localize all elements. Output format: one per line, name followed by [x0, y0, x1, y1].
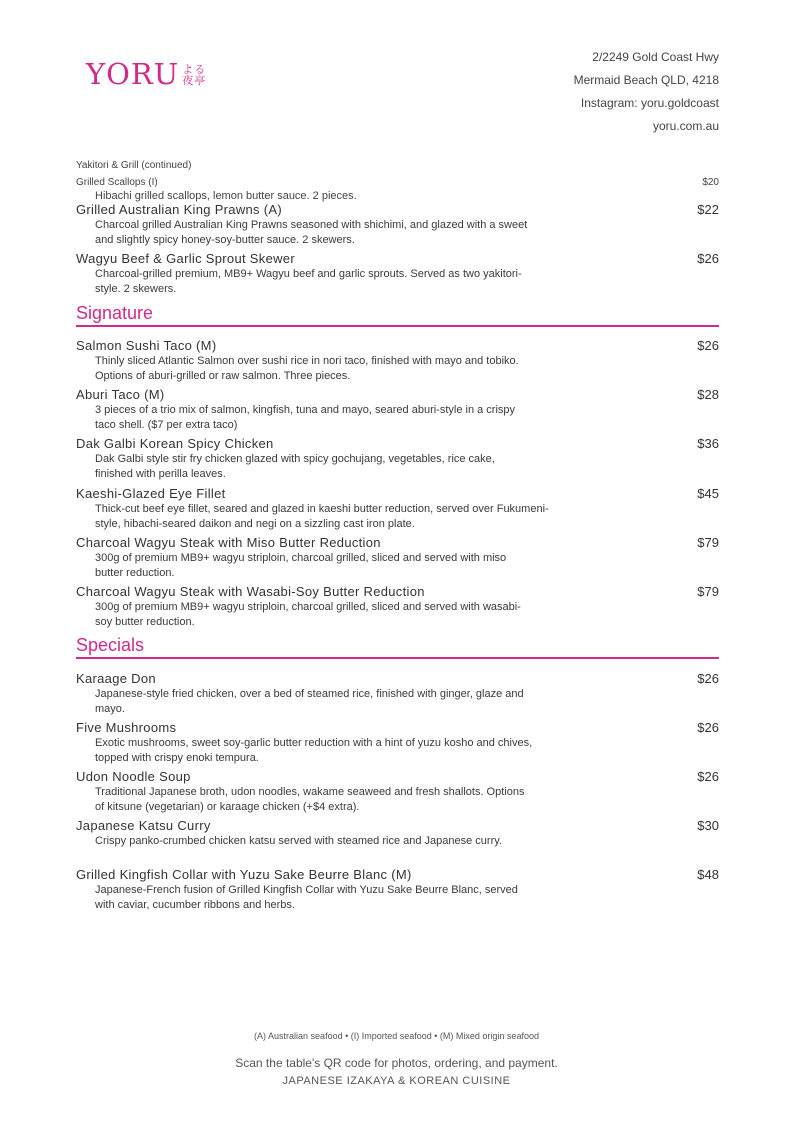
- yakitori-heading: Yakitori & Grill (continued): [76, 160, 192, 171]
- item-name: Wagyu Beef & Garlic Sprout Skewer: [76, 251, 295, 266]
- menu-item: [76, 769, 719, 814]
- instagram-handle: Instagram: yoru.goldcoast: [580, 96, 719, 110]
- address-line2: Mermaid Beach QLD, 4218: [573, 73, 719, 87]
- item-description: 3 pieces of a trio mix of salmon, kingfish, tuna and mayo, seared aburi-style in a crispy taco shell. ($7 per extra taco): [95, 404, 516, 431]
- brand-logo: [86, 57, 207, 91]
- item-name: Japanese Katsu Curry: [76, 818, 211, 833]
- menu-item: [76, 671, 719, 716]
- menu-item: [76, 486, 719, 531]
- section-title-signature: Signature: [76, 303, 154, 323]
- menu-item: [76, 251, 719, 296]
- menu-item: [76, 202, 719, 247]
- brand-japanese: [182, 64, 206, 86]
- item-name: Five Mushrooms: [76, 720, 177, 735]
- brand-jp-bottom: 夜亭: [182, 73, 207, 87]
- item-price: $26: [697, 338, 719, 353]
- item-price: $26: [697, 769, 719, 784]
- item-price: $28: [697, 387, 719, 402]
- item-name: Kaeshi-Glazed Eye Fillet: [76, 486, 226, 501]
- item-price: $36: [697, 436, 719, 451]
- item-description: Thinly sliced Atlantic Salmon over sushi rice in nori taco, finished with mayo and tobiko. Options of aburi-grilled or raw salmon. Three pieces.: [95, 355, 519, 382]
- menu-item: [76, 177, 719, 203]
- address-block: [574, 46, 719, 138]
- website: yoru.com.au: [652, 119, 719, 133]
- item-name: Grilled Scallops (I): [76, 177, 158, 188]
- item-description: Dak Galbi style stir fry chicken glazed with spicy gochujang, vegetables, rice cake, finished with perilla leaves.: [95, 453, 495, 480]
- section-title-specials: Specials: [76, 635, 145, 655]
- item-price: $26: [697, 720, 719, 735]
- menu-item: [76, 584, 719, 629]
- item-description: Charcoal-grilled premium, MB9+ Wagyu beef and garlic sprouts. Served as two yakitori-style. 2 skewers.: [95, 268, 522, 295]
- item-description: 300g of premium MB9+ wagyu striploin, charcoal grilled, sliced and served with wasabi-soy butter reduction.: [95, 601, 521, 628]
- menu-item: [76, 535, 719, 580]
- item-name: Dak Galbi Korean Spicy Chicken: [76, 436, 274, 451]
- item-price: $20: [702, 177, 719, 188]
- item-price: $48: [697, 867, 719, 882]
- item-description: Japanese-style fried chicken, over a bed of steamed rice, finished with ginger, glaze and mayo.: [95, 688, 524, 715]
- item-price: $30: [697, 818, 719, 833]
- item-name: Salmon Sushi Taco (M): [76, 338, 217, 353]
- item-price: $79: [697, 535, 719, 550]
- seafood-legend: (A) Australian seafood • (I) Imported seafood • (M) Mixed origin seafood: [254, 1031, 539, 1041]
- item-name: Charcoal Wagyu Steak with Wasabi-Soy Butter Reduction: [76, 584, 425, 599]
- menu-item: [76, 436, 719, 481]
- item-description: Crispy panko-crumbed chicken katsu served with steamed rice and Japanese curry.: [95, 835, 502, 847]
- item-price: $45: [697, 486, 719, 501]
- section-divider: [76, 657, 719, 659]
- brand-jp-top: よる: [182, 62, 207, 76]
- brand-name: YORU: [86, 57, 180, 91]
- item-description: Japanese-French fusion of Grilled Kingfish Collar with Yuzu Sake Beurre Blanc, served with caviar, cucumber ribbons and herbs.: [95, 884, 518, 911]
- item-description: Charcoal grilled Australian King Prawns seasoned with shichimi, and glazed with a sweet and slightly spicy honey-soy-butter sauce. 2 skewers.: [95, 219, 528, 246]
- cuisine-tagline: JAPANESE IZAKAYA & KOREAN CUISINE: [282, 1075, 511, 1087]
- item-name: Aburi Taco (M): [76, 387, 165, 402]
- qr-instructions: Scan the table's QR code for photos, ordering, and payment.: [235, 1056, 558, 1070]
- item-description: Hibachi grilled scallops, lemon butter sauce. 2 pieces.: [95, 190, 357, 202]
- item-name: Karaage Don: [76, 671, 156, 686]
- item-description: Traditional Japanese broth, udon noodles, wakame seaweed and fresh shallots. Options of kitsune (vegetarian) or karaage chicken (+$4 extra).: [95, 786, 525, 813]
- address-line1: 2/2249 Gold Coast Hwy: [592, 50, 719, 64]
- menu-item: [76, 818, 719, 849]
- item-name: Grilled Australian King Prawns (A): [76, 202, 282, 217]
- item-name: Charcoal Wagyu Steak with Miso Butter Reduction: [76, 535, 381, 550]
- menu-item: [76, 867, 719, 912]
- section-divider: [76, 325, 719, 327]
- item-price: $26: [697, 671, 719, 686]
- item-name: Udon Noodle Soup: [76, 769, 191, 784]
- item-description: Exotic mushrooms, sweet soy-garlic butter reduction with a hint of yuzu kosho and chives, topped with crispy enoki tempura.: [95, 737, 533, 764]
- item-name: Grilled Kingfish Collar with Yuzu Sake Beurre Blanc (M): [76, 867, 412, 882]
- menu-item: [76, 387, 719, 432]
- item-description: 300g of premium MB9+ wagyu striploin, charcoal grilled, sliced and served with miso butter reduction.: [95, 552, 507, 579]
- item-price: $22: [697, 202, 719, 217]
- item-price: $79: [697, 584, 719, 599]
- menu-item: [76, 720, 719, 765]
- item-price: $26: [697, 251, 719, 266]
- menu-item: [76, 338, 719, 383]
- item-description: Thick-cut beef eye fillet, seared and glazed in kaeshi butter reduction, served over Fukumeni-style, hibachi-seared daikon and negi on a sizzling cast iron plate.: [95, 503, 549, 530]
